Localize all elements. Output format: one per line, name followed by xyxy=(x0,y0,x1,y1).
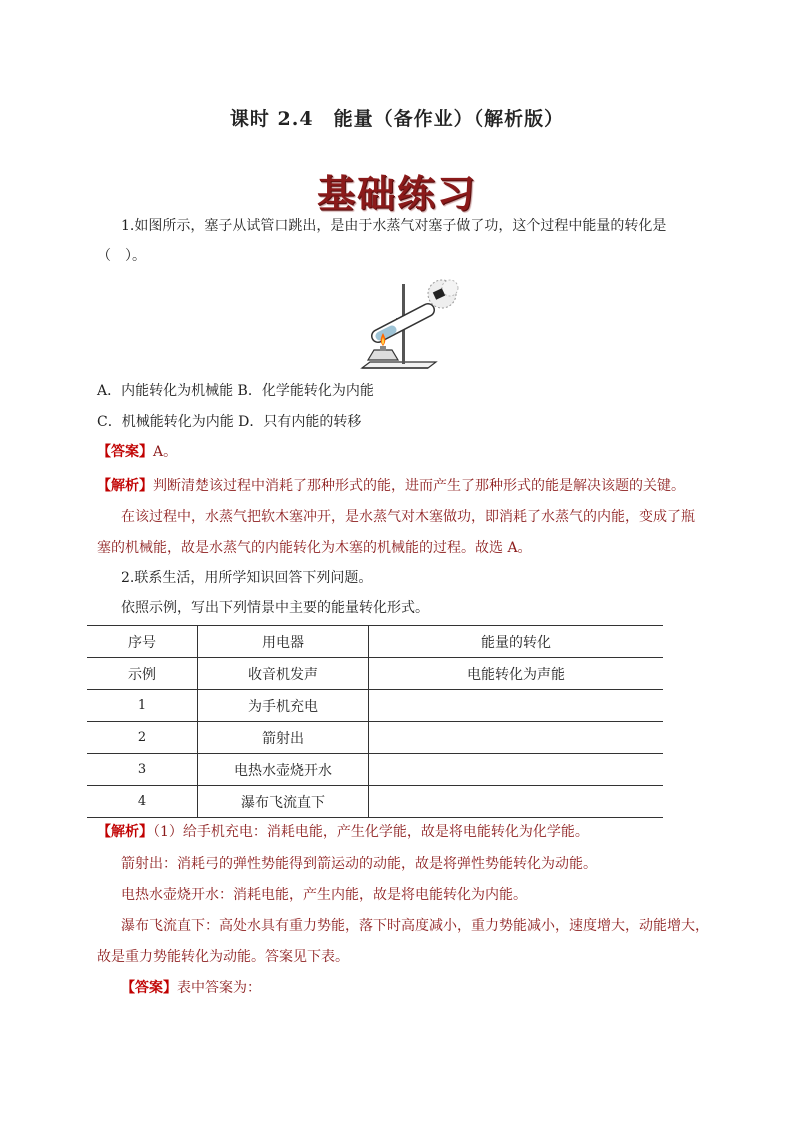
table-row xyxy=(87,658,663,690)
q1-analysis-line-1 xyxy=(97,476,685,496)
table-header-cell: 用电器 xyxy=(198,626,369,658)
table-cell xyxy=(369,754,664,786)
q2-analysis-line-4: 瀑布飞流直下：高处水具有重力势能，落下时高度减小，重力势能减小，速度增大，动能增大， xyxy=(121,918,709,934)
test-tube-apparatus-figure xyxy=(358,270,464,376)
table-cell: 4 xyxy=(87,786,198,818)
q1-stem-line-2: （ ）。 xyxy=(97,248,146,264)
stand-base xyxy=(362,362,436,368)
q2-analysis-line-1 xyxy=(97,822,589,842)
table-row xyxy=(87,754,663,786)
q2-analysis-line-5: 故是重力势能转化为动能。答案见下表。 xyxy=(97,949,349,965)
table-header-cell: 能量的转化 xyxy=(369,626,664,658)
q1-analysis-line-2: 在该过程中，水蒸气把软木塞冲开，是水蒸气对木塞做功，即消耗了水蒸气的内能，变成了瓶 xyxy=(121,509,695,525)
q1-answer xyxy=(97,442,177,462)
table-cell: 2 xyxy=(87,722,198,754)
answer-tag: 【答案】 xyxy=(121,980,177,996)
table-row xyxy=(87,690,663,722)
section-title: 基础练习 xyxy=(316,171,477,216)
analysis-text: 判断清楚该过程中消耗了那种形式的能，进而产生了那种形式的能是解决该题的关键。 xyxy=(153,478,685,494)
table-cell: 电能转化为声能 xyxy=(369,658,664,690)
table-cell: 为手机充电 xyxy=(198,690,369,722)
table-cell xyxy=(369,722,664,754)
q2-stem-line-1: 2.联系生活，用所学知识回答下列问题。 xyxy=(121,570,373,586)
table-cell: 箭射出 xyxy=(198,722,369,754)
q1-analysis-line-3: 塞的机械能，故是水蒸气的内能转化为木塞的机械能的过程。故选 A。 xyxy=(97,540,532,556)
q2-analysis-line-3: 电热水壶烧开水：消耗电能，产生内能，故是将电能转化为内能。 xyxy=(121,887,527,903)
table-cell: 3 xyxy=(87,754,198,786)
table-cell: 1 xyxy=(87,690,198,722)
table-header-row xyxy=(87,626,663,658)
q1-options-line-1: A．内能转化为机械能 B．化学能转化为内能 xyxy=(97,383,374,399)
answer-text: A。 xyxy=(153,444,178,460)
answer-tag: 【答案】 xyxy=(97,444,153,460)
q2-answer xyxy=(121,978,261,998)
answer-text: 表中答案为： xyxy=(177,980,261,996)
page-title: 课时 2.4 能量（备作业）（解析版） xyxy=(229,108,565,130)
energy-conversion-table xyxy=(87,625,663,818)
table-cell xyxy=(369,690,664,722)
q2-stem-line-2: 依照示例，写出下列情景中主要的能量转化形式。 xyxy=(121,600,429,616)
table-cell xyxy=(369,786,664,818)
analysis-tag: 【解析】 xyxy=(97,478,153,494)
table-row xyxy=(87,722,663,754)
table-cell: 电热水壶烧开水 xyxy=(198,754,369,786)
analysis-text: （1）给手机充电：消耗电能，产生化学能，故是将电能转化为化学能。 xyxy=(153,824,589,840)
q1-options-line-2: C．机械能转化为内能 D．只有内能的转移 xyxy=(97,414,362,430)
table-cell: 瀑布飞流直下 xyxy=(198,786,369,818)
q2-analysis-line-2: 箭射出：消耗弓的弹性势能得到箭运动的动能，故是将弹性势能转化为动能。 xyxy=(121,856,597,872)
table-cell: 收音机发声 xyxy=(198,658,369,690)
table-cell: 示例 xyxy=(87,658,198,690)
analysis-tag: 【解析】 xyxy=(97,824,153,840)
q1-stem-line-1: 1.如图所示，塞子从试管口跳出，是由于水蒸气对塞子做了功，这个过程中能量的转化是 xyxy=(121,218,667,234)
table-row xyxy=(87,786,663,818)
table-header-cell: 序号 xyxy=(87,626,198,658)
